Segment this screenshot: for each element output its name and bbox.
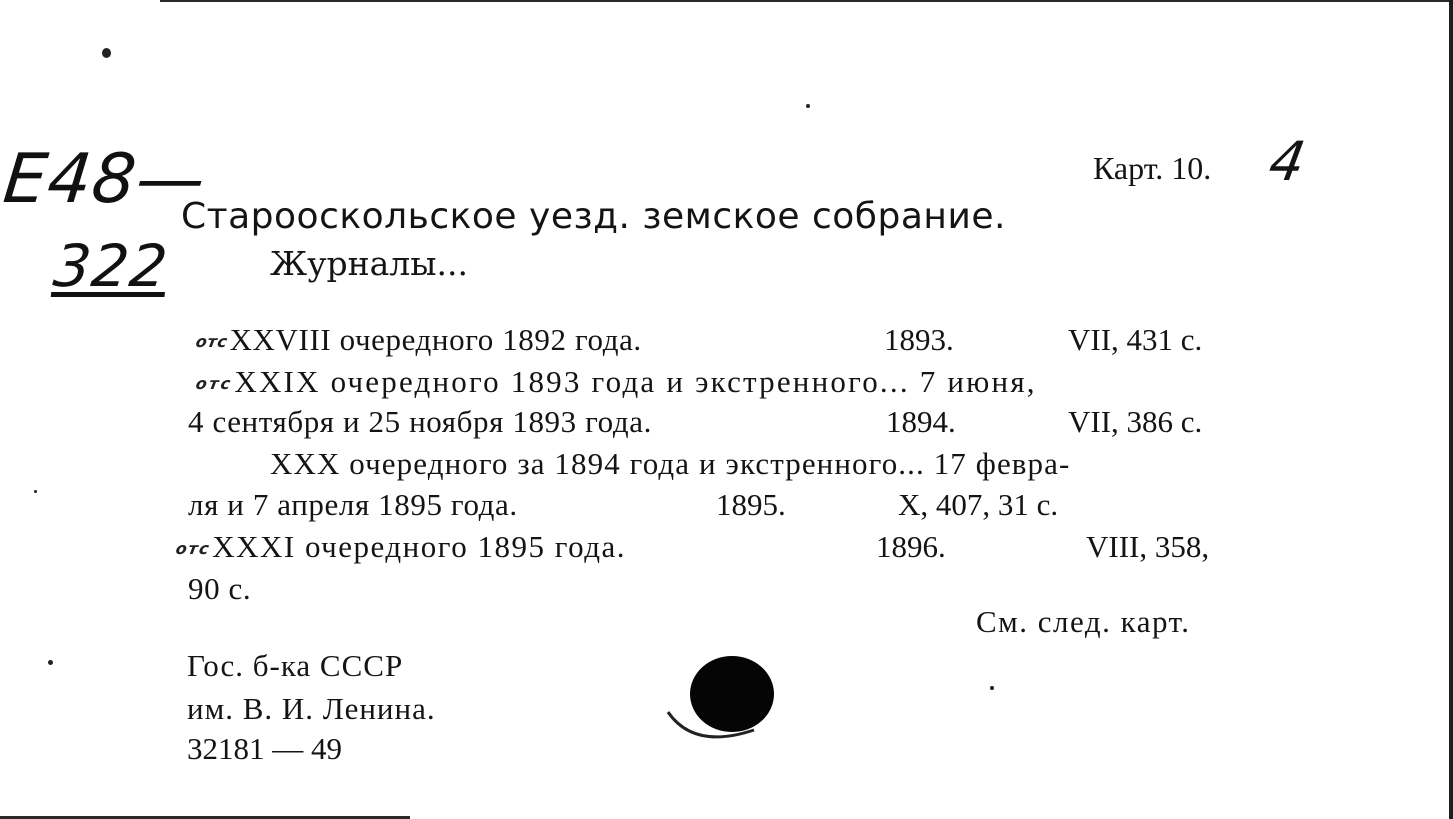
entry-2-pages: VII, 386 с. — [1068, 404, 1203, 439]
entry-4-pages: VIII, 358, — [1086, 529, 1210, 564]
ink-speck — [990, 686, 994, 690]
entry-2-continuation: 4 сентября и 25 ноября 1893 года. — [188, 404, 652, 439]
entry-3-continuation: ля и 7 апреля 1895 года. — [188, 487, 518, 522]
entry-1-text — [196, 322, 642, 358]
entry-2-text — [196, 364, 1037, 400]
entry-3-pages: X, 407, 31 с. — [898, 487, 1059, 522]
entry-1-pages: VII, 431 с. — [1068, 322, 1203, 357]
shelfmark-line1: Е48— — [0, 140, 210, 219]
catalog-subheading: Журналы... — [270, 244, 468, 283]
stamp-mark: отс — [194, 332, 230, 351]
entry-4-title: XXXI очередного 1895 года. — [212, 529, 627, 564]
stamp-mark: отс — [194, 374, 235, 393]
card-number: Карт. 10. — [1093, 150, 1212, 186]
card-number-handwritten: 4 — [1264, 130, 1310, 193]
card-right-edge — [1449, 0, 1453, 819]
card-top-edge — [160, 0, 1453, 2]
entry-1-year: 1893. — [884, 322, 954, 357]
entry-2-year: 1894. — [886, 404, 956, 439]
entry-3-year: 1895. — [716, 487, 786, 522]
entry-3-text: XXX очередного за 1894 года и экстренного... 17 февра- — [270, 446, 1071, 481]
entry-2-title: XXIX очередного 1893 года и экстренного... 7 июня, — [234, 364, 1037, 399]
stamp-mark: отс — [174, 539, 212, 558]
entry-4-text — [176, 529, 626, 565]
shelfmark-line2: 322 — [50, 232, 172, 300]
library-print-number: 32181 — 49 — [187, 731, 342, 766]
ink-speck — [34, 490, 37, 493]
catalog-heading: Старооскольское уезд. земское собрание. — [181, 196, 1006, 237]
ink-speck — [806, 104, 810, 108]
ink-speck — [102, 48, 111, 58]
ink-speck — [48, 660, 53, 665]
library-name: Гос. б-ка СССР — [187, 648, 404, 683]
punch-hole-shadow-arc — [664, 706, 758, 748]
library-dedication: им. В. И. Ленина. — [187, 691, 436, 726]
entry-4-year: 1896. — [876, 529, 946, 564]
see-next-card: См. след. карт. — [976, 604, 1191, 639]
entry-4-continuation: 90 с. — [188, 571, 252, 606]
entry-1-title: XXVIII очередного 1892 года. — [229, 322, 642, 357]
